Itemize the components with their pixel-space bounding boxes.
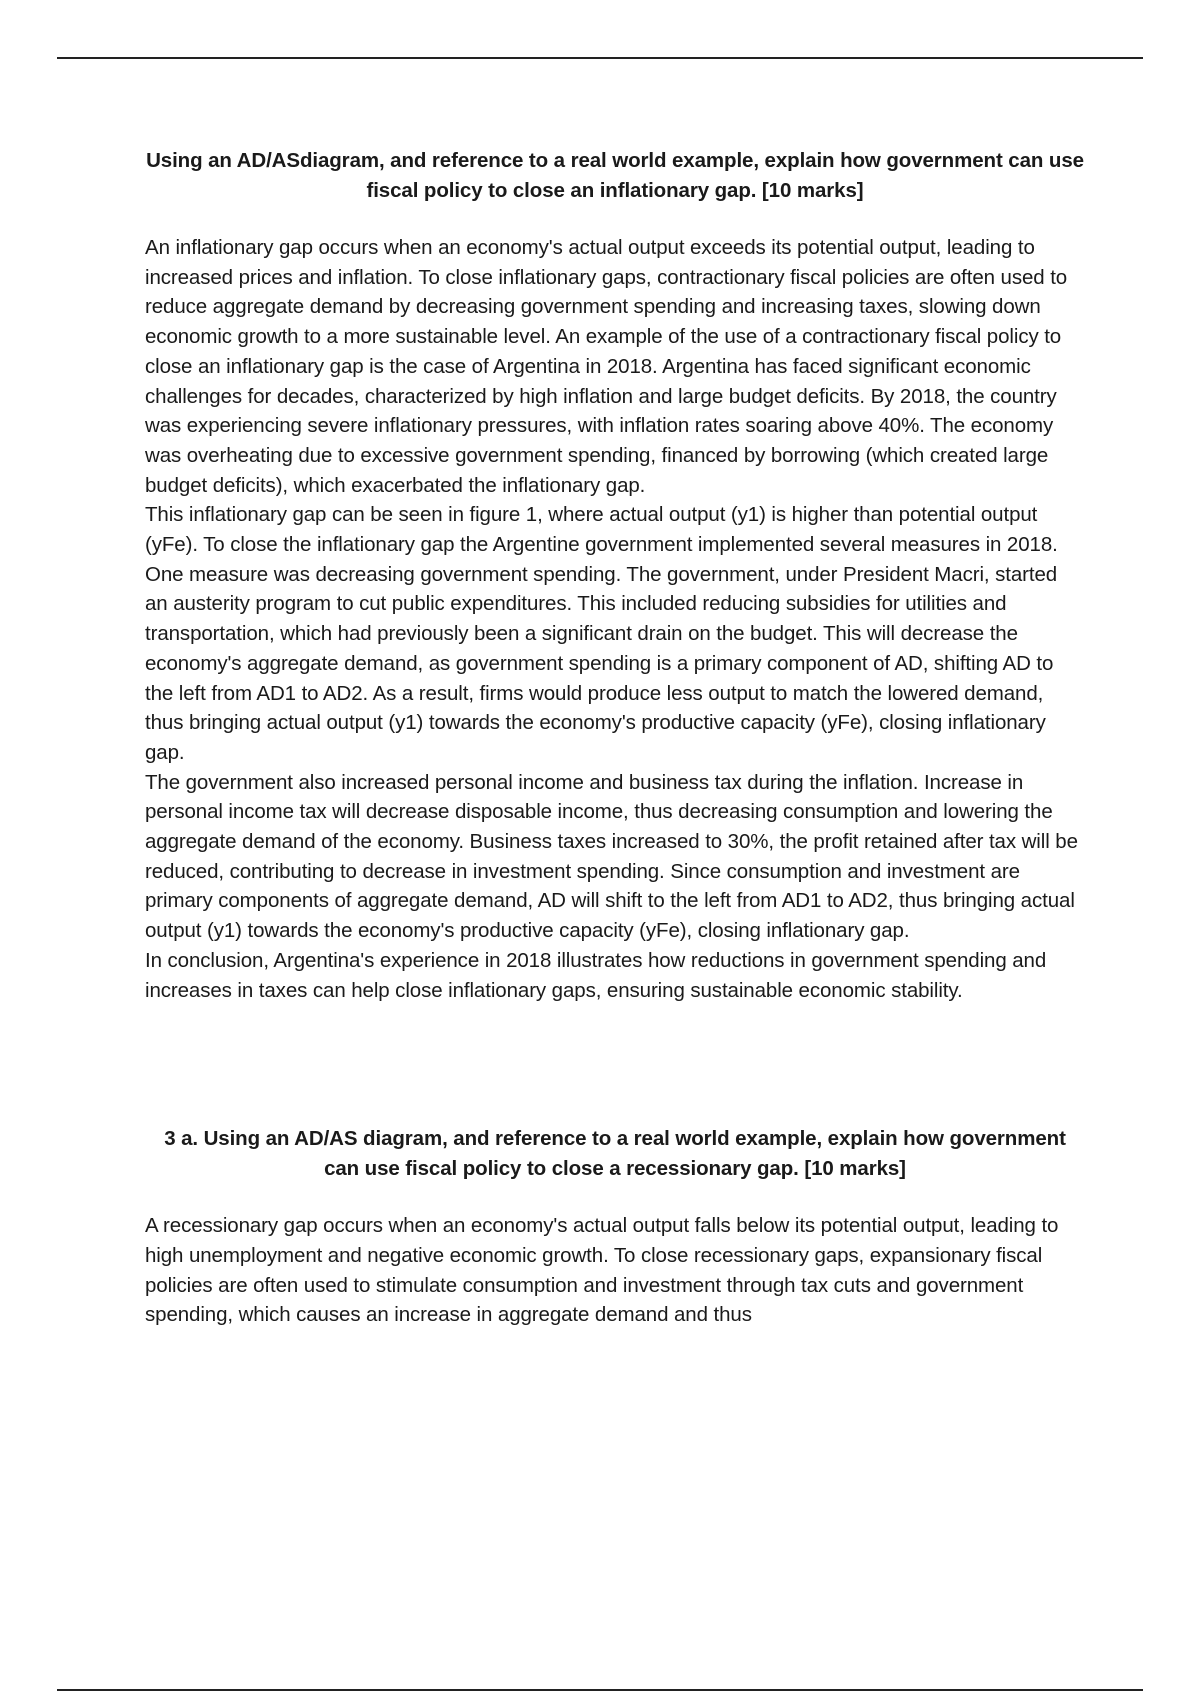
section-1-paragraph-2: This inflationary gap can be seen in figure 1, where actual output (y1) is higher than potential output (yFe). To close the inflationary gap the Argentine government implemented several measures in 2018. <box>145 503 1058 557</box>
section-2-paragraph-1: A recessionary gap occurs when an economy's actual output falls below its potential output, leading to high unemployment and negative economic growth. To close recessionary gaps, expansionary fiscal policies are often used to stimulate consumption and investment through tax cuts and government spending, which causes an increase in aggregate demand and thus <box>145 1214 1059 1327</box>
section-1-paragraph-3: One measure was decreasing government spending. The government, under President Macri, started an austerity program to cut public expenditures. This included reducing subsidies for utilities and transportation, which had previously been a significant drain on the budget. This will decrease the economy's aggregate demand, as government spending is a primary component of AD, shifting AD to the left from AD1 to AD2. As a result, firms would produce less output to match the lowered demand, thus bringing actual output (y1) towards the economy's productive capacity (yFe), closing inflationary gap. <box>145 562 1058 764</box>
section-inflationary-gap <box>145 146 1085 1005</box>
section-1-paragraph-1: An inflationary gap occurs when an economy's actual output exceeds its potential output, leading to increased prices and inflation. To close inflationary gaps, contractionary fiscal policies are often used to reduce aggregate demand by decreasing government spending and increasing taxes, slowing down economic growth to a more sustainable level. An example of the use of a contractionary fiscal policy to close an inflationary gap is the case of Argentina in 2018. Argentina has faced significant economic challenges for decades, characterized by high inflation and large budget deficits. By 2018, the country was experiencing severe inflationary pressures, with inflation rates soaring above 40%. The economy was overheating due to excessive government spending, financed by borrowing (which created large budget deficits), which exacerbated the inflationary gap. <box>145 236 1068 497</box>
section-1-heading: Using an AD/ASdiagram, and reference to a real world example, explain how government can use fiscal policy to close an inflationary gap. [10 marks] <box>146 149 1084 202</box>
bottom-page-rule <box>57 1689 1143 1691</box>
section-recessionary-gap <box>145 1124 1085 1330</box>
section-2-heading: 3 a. Using an AD/AS diagram, and reference to a real world example, explain how government can use fiscal policy to close a recessionary gap. [10 marks] <box>164 1127 1066 1181</box>
top-page-rule <box>57 57 1143 59</box>
document-body <box>145 146 1085 1330</box>
section-1-paragraph-5: In conclusion, Argentina's experience in 2018 illustrates how reductions in government spending and increases in taxes can help close inflationary gaps, ensuring sustainable economic stability. <box>145 948 1047 1002</box>
section-1-paragraph-4: The government also increased personal income and business tax during the inflation. Increase in personal income tax will decrease disposable income, thus decreasing consumption and lowering the aggregate demand of the economy. Business taxes increased to 30%, the profit retained after tax will be reduced, contributing to decrease in investment spending. Since consumption and investment are primary components of aggregate demand, AD will shift to the left from AD1 to AD2, thus bringing actual output (y1) towards the economy's productive capacity (yFe), closing inflationary gap. <box>145 770 1078 943</box>
